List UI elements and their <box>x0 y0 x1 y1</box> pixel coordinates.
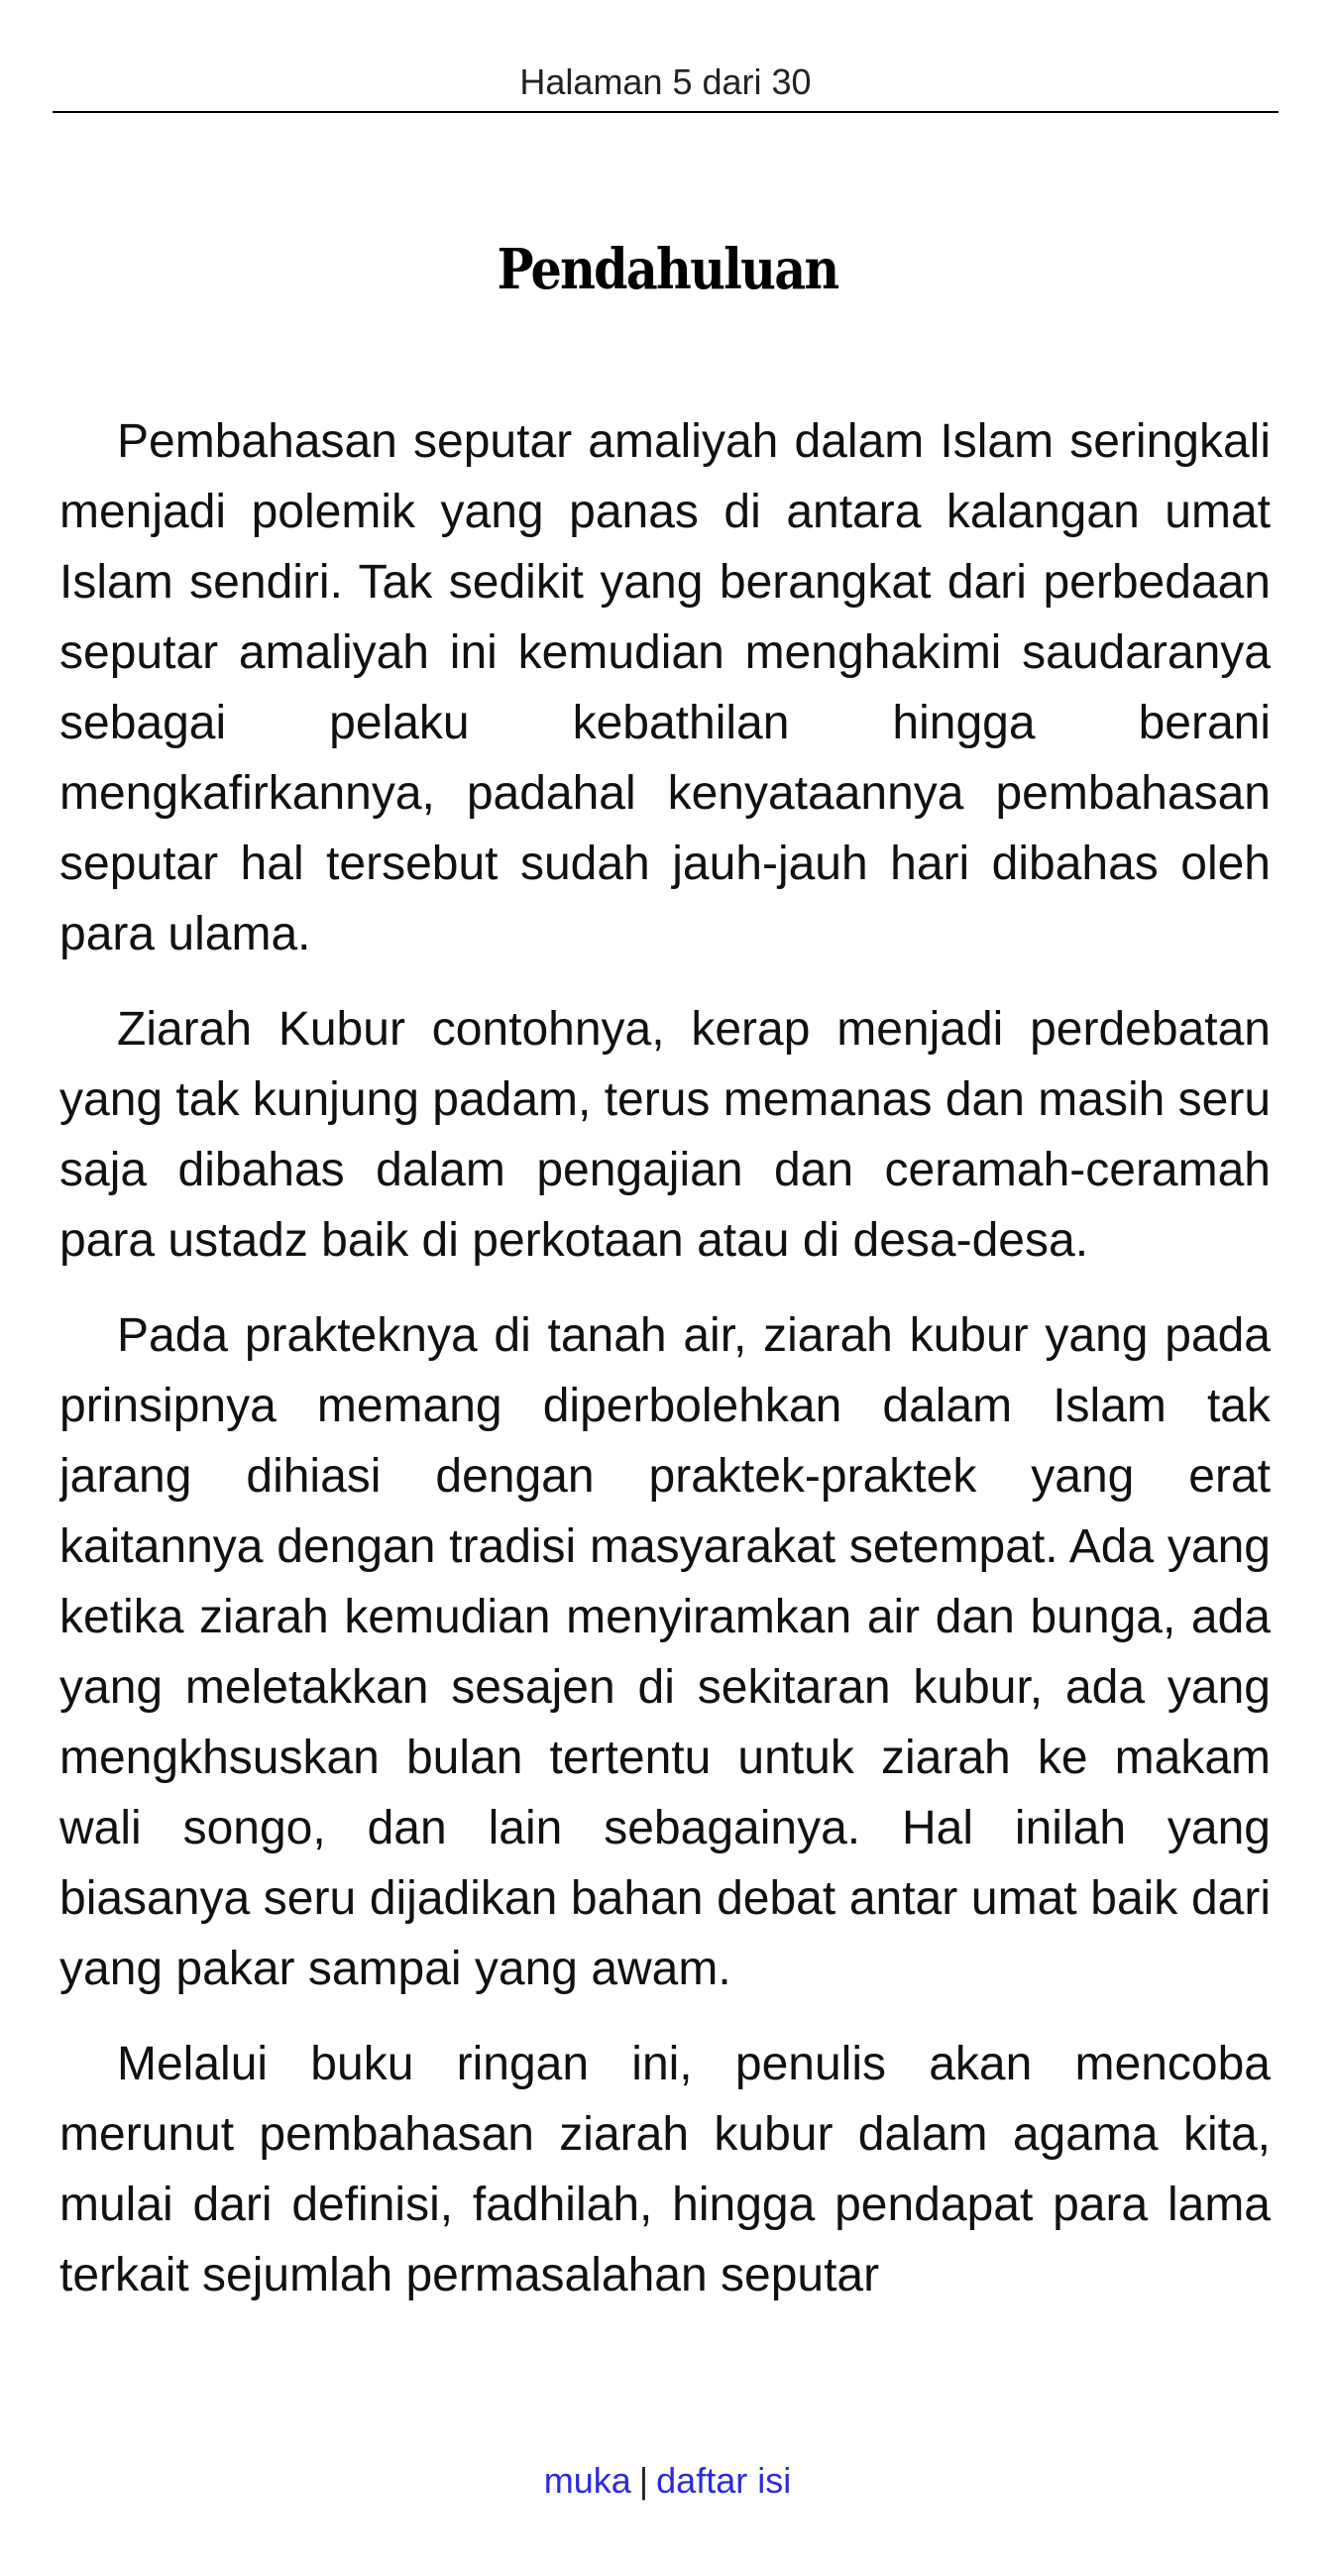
page-indicator: Halaman 5 dari 30 <box>519 61 812 102</box>
home-link[interactable]: muka <box>543 2460 631 2501</box>
paragraph-2: Ziarah Kubur contohnya, kerap menjadi perdebatan yang tak kunjung padam, terus memanas dan masih seru saja dibahas dalam pengajian dan ceramah-ceramah para ustadz baik di perkotaan atau di desa-desa. <box>59 1003 1271 1267</box>
paragraph-1: Pembahasan seputar amaliyah dalam Islam seringkali menjadi polemik yang panas di antara kalangan umat Islam sendiri. Tak sedikit yang berangkat dari perbedaan seputar amaliyah ini kemudian menghakimi saudaranya sebagai pelaku kebathilan hingga berani mengkafirkannya, padahal kenyataannya pembahasan seputar hal tersebut sudah jauh-jauh hari dibahas oleh para ulama. <box>59 415 1271 960</box>
chapter-title: Pendahuluan <box>497 237 838 302</box>
paragraph-3: Pada prakteknya di tanah air, ziarah kubur yang pada prinsipnya memang diperbolehkan dalam Islam tak jarang dihiasi dengan praktek-praktek yang erat kaitannya dengan tradisi masyarakat setempat. Ada yang ketika ziarah kemudian menyiramkan air dan bunga, ada yang meletakkan sesajen di sekitaran kubur, ada yang mengkhsuskan bulan tertentu untuk ziarah ke makam wali songo, dan lain sebagainya. Hal inilah yang biasanya seru dijadikan bahan debat antar umat baik dari yang pakar sampai yang awam. <box>59 1309 1271 1995</box>
footer-separator: | <box>638 2460 649 2501</box>
page-footer <box>0 2456 1335 2506</box>
page-header <box>53 57 1279 113</box>
body-text <box>59 406 1271 2438</box>
table-of-contents-link[interactable]: daftar isi <box>656 2460 792 2501</box>
paragraph-4: Melalui buku ringan ini, penulis akan mencoba merunut pembahasan ziarah kubur dalam agama kita, mulai dari definisi, fadhilah, hingga pendapat para lama terkait sejumlah permasalahan seputar <box>59 2038 1271 2301</box>
